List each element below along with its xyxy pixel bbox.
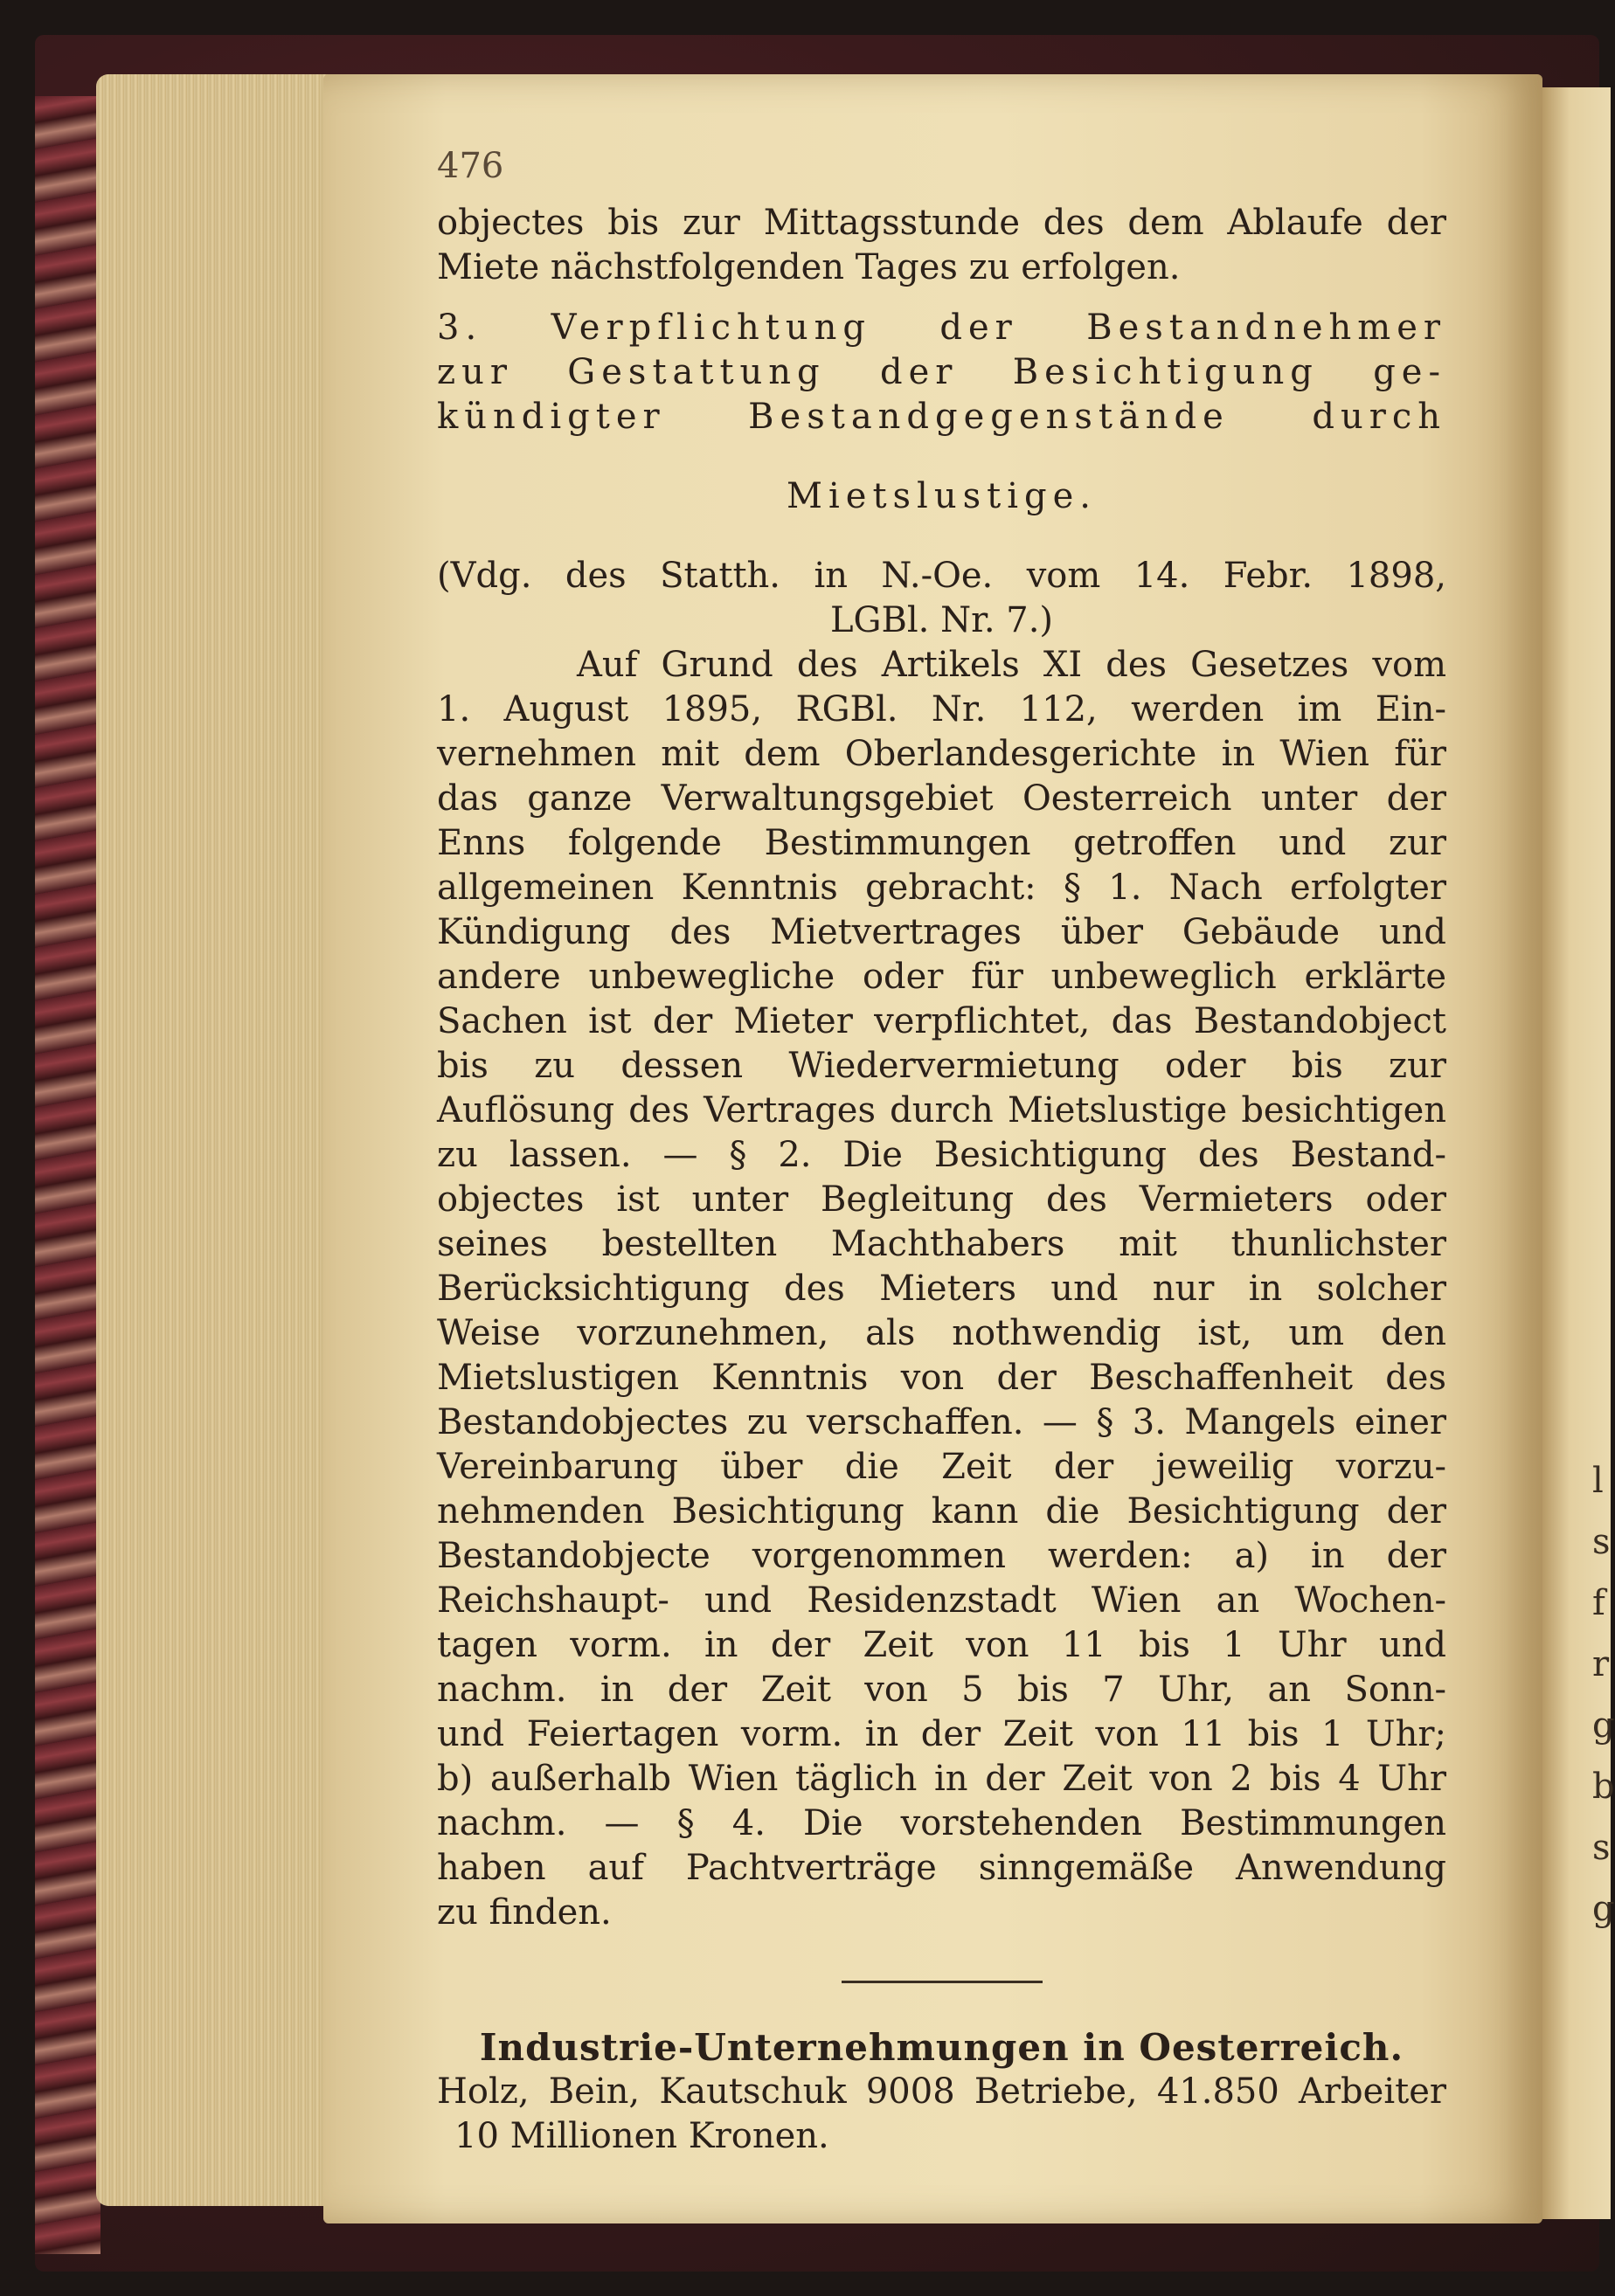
body-line: Auf Grund des Artikels XI des Gesetzes vom (577, 645, 1446, 685)
body-line: nachm. in der Zeit von 5 bis 7 Uhr, an Sonn- (437, 1670, 1446, 1710)
body-line: objectes ist unter Begleitung des Vermieters oder (437, 1179, 1446, 1220)
body-line: zu lassen. — § 2. Die Besichtigung des Bestand- (437, 1135, 1446, 1175)
body-line: seines bestellten Machthabers mit thunlichster (437, 1224, 1446, 1264)
adjacent-glyph: g (1592, 1889, 1615, 1929)
marbled-endpaper (35, 96, 101, 2254)
body-line: tagen vorm. in der Zeit von 11 bis 1 Uhr und (437, 1625, 1446, 1665)
body-line: Auflösung des Vertrages durch Mietslustige besichtigen (437, 1090, 1446, 1131)
body-line: nehmenden Besichtigung kann die Besichtigung der (437, 1491, 1446, 1532)
adjacent-glyph: s (1592, 1522, 1611, 1562)
page-text (437, 144, 1446, 2159)
body-line: Bestandobjectes zu verschaffen. — § 3. Mangels einer (437, 1402, 1446, 1442)
footer-title: Industrie-Unternehmungen in Oesterreich. (479, 2026, 1404, 2069)
heading-line: Mietslustige. (787, 476, 1097, 516)
body-line: haben auf Pachtverträge sinngemäße Anwendung (437, 1848, 1446, 1888)
body-line: nachm. — § 4. Die vorstehenden Bestimmungen (437, 1803, 1446, 1843)
section-heading (437, 306, 1446, 519)
body-line: Reichshaupt- und Residenzstadt Wien an Wochen- (437, 1580, 1446, 1621)
body-line: und Feiertagen vorm. in der Zeit von 11 bis 1 Uhr; (437, 1714, 1446, 1754)
intro-paragraph (437, 201, 1446, 290)
source-line: LGBl. Nr. 7.) (829, 600, 1054, 640)
body-line: bis zu dessen Wiedervermietung oder bis zur (437, 1046, 1446, 1086)
body-line: Vereinbarung über die Zeit der jeweilig vorzu- (437, 1447, 1446, 1487)
heading-line: zur Gestattung der Besichtigung ge- (437, 352, 1446, 392)
body-paragraph (437, 643, 1446, 1935)
adjacent-glyph: g (1592, 1705, 1615, 1746)
body-line: andere unbewegliche oder für unbeweglich erklärte (437, 957, 1446, 997)
body-line: 1. August 1895, RGBl. Nr. 112, werden im Ein- (437, 689, 1446, 730)
body-line: Berücksichtigung des Mieters und nur in solcher (437, 1269, 1446, 1309)
body-line: Enns folgende Bestimmungen getroffen und zur (437, 823, 1446, 863)
body-line: Weise vorzunehmen, als nothwendig ist, um den (437, 1313, 1446, 1353)
source-citation (437, 554, 1446, 643)
adjacent-glyph: b (1592, 1767, 1615, 1807)
adjacent-glyph: f (1592, 1583, 1605, 1623)
body-line: vernehmen mit dem Oberlandesgerichte in Wien für (437, 734, 1446, 774)
body-line: Bestandobjecte vorgenommen werden: a) in der (437, 1536, 1446, 1576)
body-line: allgemeinen Kenntnis gebracht: § 1. Nach erfolgter (437, 868, 1446, 908)
adjacent-glyph: s (1592, 1828, 1611, 1868)
heading-line: kündigter Bestandgegenstände durch (437, 397, 1446, 437)
footer-line: Holz, Bein, Kautschuk 9008 Betriebe, 41.850 Arbeiter (437, 2071, 1446, 2112)
heading-line: 3. Verpflichtung der Bestandnehmer (437, 308, 1446, 348)
page-edges (96, 74, 358, 2206)
body-line: das ganze Verwaltungsgebiet Oesterreich unter der (437, 778, 1446, 819)
intro-line: objectes bis zur Mittagsstunde des dem Ablaufe der (437, 203, 1446, 243)
adjacent-page-glyphs (1592, 1450, 1615, 1940)
source-line: (Vdg. des Statth. in N.-Oe. vom 14. Febr. 1898, (437, 556, 1446, 596)
section-divider (842, 1981, 1043, 1983)
body-line: zu finden. (437, 1892, 612, 1933)
intro-line: Miete nächstfolgenden Tages zu erfolgen. (437, 247, 1181, 287)
body-line: Sachen ist der Mieter verpflichtet, das Bestandobject (437, 1001, 1446, 1041)
adjacent-glyph: r (1592, 1644, 1610, 1684)
page-number: 476 (437, 146, 504, 186)
body-line: b) außerhalb Wien täglich in der Zeit von 2 bis 4 Uhr (437, 1759, 1446, 1799)
adjacent-glyph: l (1592, 1461, 1604, 1501)
footer-line: 10 Millionen Kronen. (454, 2116, 829, 2156)
body-line: Kündigung des Mietvertrages über Gebäude und (437, 912, 1446, 952)
body-line: Mietslustigen Kenntnis von der Beschaffenheit des (437, 1358, 1446, 1398)
